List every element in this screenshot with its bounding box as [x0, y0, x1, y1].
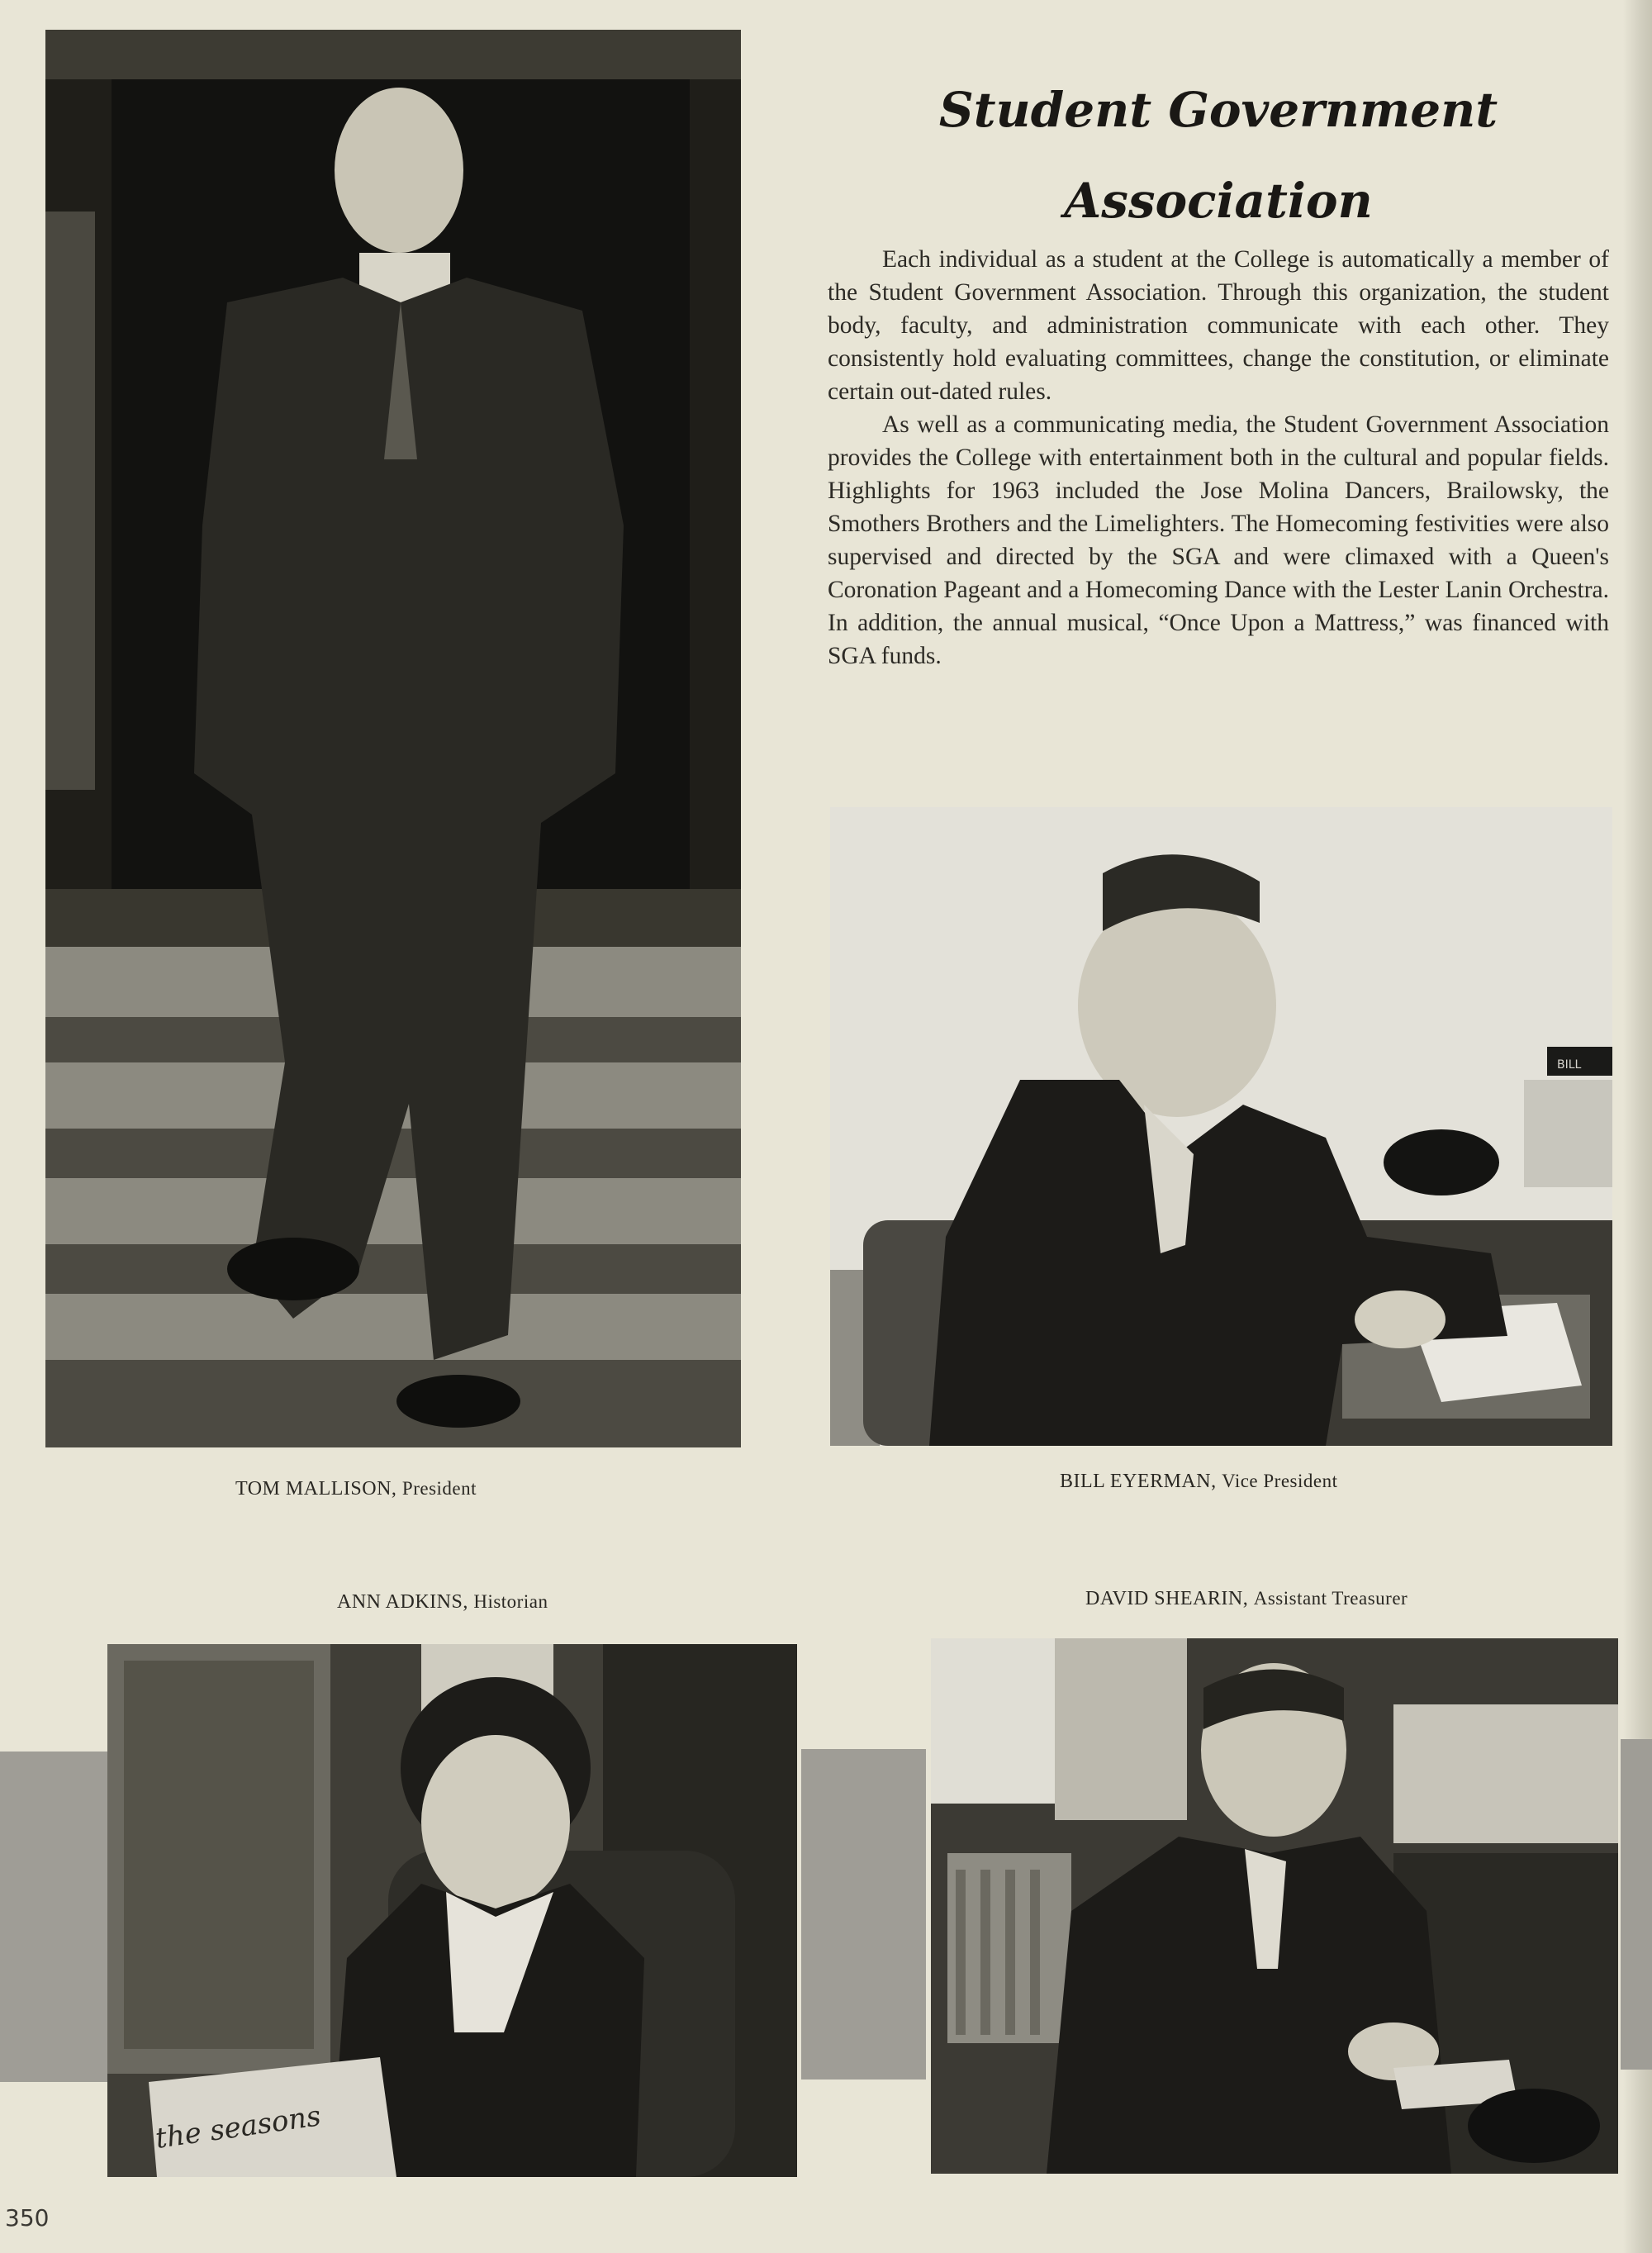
nameplate-text: BILL	[1557, 1058, 1582, 1072]
caption-historian	[337, 1591, 548, 1614]
photo-historian-art	[107, 1644, 797, 2177]
photo-vice-president-art	[830, 807, 1612, 1446]
photo-assistant-treasurer-art	[931, 1638, 1618, 2174]
caption-president-name: TOM MALLISON,	[235, 1478, 397, 1500]
caption-assistant-treasurer-name: DAVID SHEARIN,	[1085, 1588, 1249, 1609]
caption-assistant-treasurer-role: Assistant Treasurer	[1253, 1588, 1408, 1609]
paragraph-2: As well as a communicating media, the Student Government Association provides the College with entertainment both in the cultural and popular fields. Highlights for 1963 included the Jose Molina Dancers, Brailowsky, the Smothers Brothers and the Limelighters. The Homecoming festivities were also supervised and directed by the SGA and were climaxed with a Queen's Coronation Pageant and a Homecoming Dance with the Lester Lanin Orchestra. In addition, the annual musical, “Once Upon a Mattress,” was financed with SGA funds.	[828, 411, 1609, 669]
photo-president	[45, 30, 741, 1447]
caption-assistant-treasurer	[1085, 1588, 1408, 1610]
article-body	[828, 243, 1609, 673]
photo-historian	[107, 1644, 797, 2177]
gray-block-middle	[801, 1749, 926, 2080]
photo-vice-president	[830, 807, 1612, 1446]
page-number: 350	[5, 2204, 50, 2232]
caption-historian-role: Historian	[473, 1591, 548, 1612]
caption-president	[235, 1478, 477, 1500]
caption-vice-president	[1060, 1471, 1337, 1493]
caption-vice-president-role: Vice President	[1222, 1471, 1338, 1491]
paragraph-1: Each individual as a student at the College is automatically a member of the Student Government Association. Through this organization, the student body, faculty, and administration communicate with each other. They consistently hold evaluating committees, change the constitution, or eliminate certain out-dated rules.	[828, 246, 1609, 405]
caption-vice-president-name: BILL EYERMAN,	[1060, 1471, 1217, 1492]
gray-block-left	[0, 1752, 107, 2082]
photo-president-art	[45, 30, 741, 1447]
caption-president-role: President	[401, 1478, 477, 1499]
title-line-1: Student Government	[938, 82, 1498, 138]
magazine-text: the seasons	[153, 2099, 323, 2156]
title-line-2: Association	[1064, 173, 1373, 229]
page-title	[826, 64, 1611, 246]
caption-historian-name: ANN ADKINS,	[337, 1591, 468, 1613]
photo-assistant-treasurer	[931, 1638, 1618, 2174]
gray-block-right	[1621, 1739, 1652, 2070]
